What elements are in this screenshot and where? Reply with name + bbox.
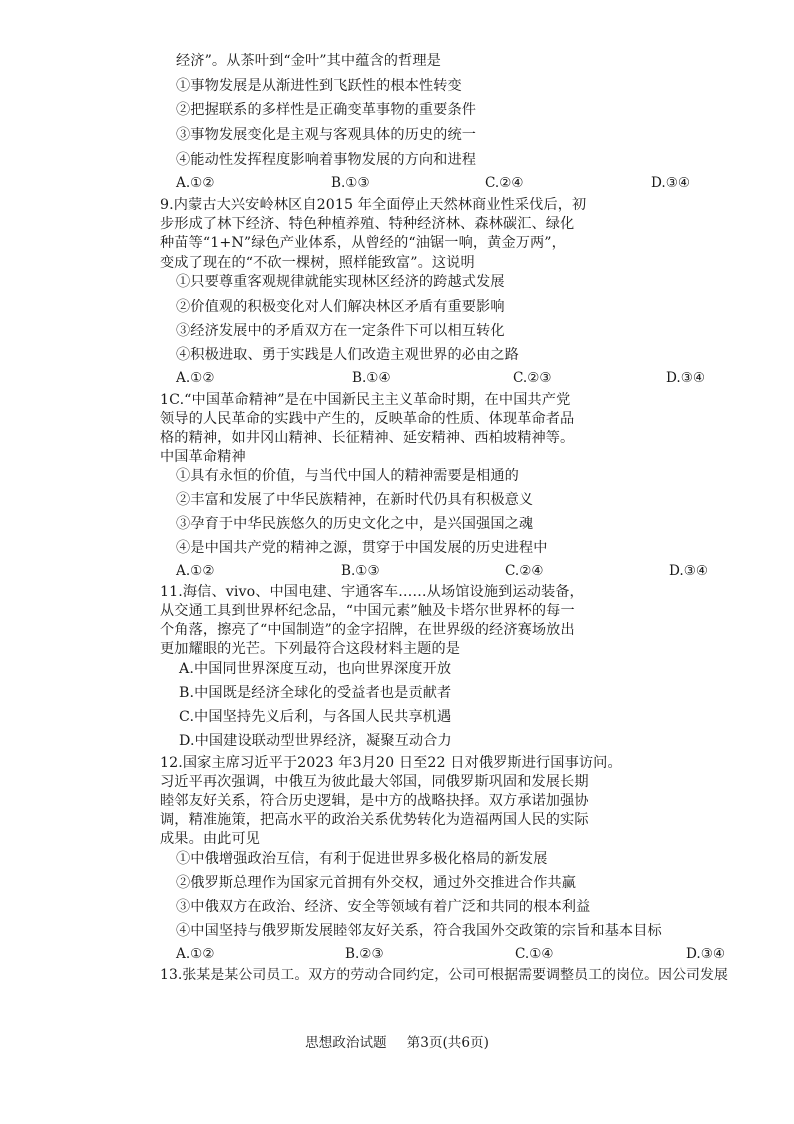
q10-option-1: ①具有永恒的价值，与当代中国人的精神需要是相通的 bbox=[176, 468, 519, 484]
q12-stem-line-4: 调，精准施策，把高水平的政治关系优势转化为造福两国人民的实际 bbox=[160, 812, 589, 828]
q10-answer-a: A.①② bbox=[176, 563, 215, 579]
q11-option-a: A.中国同世界深度互动，也向世界深度开放 bbox=[179, 661, 452, 677]
q11-stem-line-2: 从交通工具到世界杯纪念品，“中国元素”触及卡塔尔世界杯的每一 bbox=[160, 603, 575, 619]
q11-stem-line-3: 个角落，擦亮了“中国制造”的金字招牌，在世界级的经济赛场放出 bbox=[160, 622, 575, 638]
q12-option-2: ②俄罗斯总理作为国家元首拥有外交权，通过外交推进合作共赢 bbox=[176, 875, 577, 891]
footer-title: 思想政治试题 bbox=[305, 1035, 387, 1051]
q8-option-2: ②把握联系的多样性是正确变革事物的重要条件 bbox=[176, 102, 477, 118]
page-footer bbox=[0, 1034, 794, 1052]
q9-option-4: ④积极进取、勇于实践是人们改造主观世界的必由之路 bbox=[176, 347, 519, 363]
q9-option-1: ①只要尊重客观规律就能实现林区经济的跨越式发展 bbox=[176, 274, 505, 290]
q9-answer-a: A.①② bbox=[176, 370, 215, 386]
q8-stem-end: 经济”。从茶叶到“金叶”其中蕴含的哲理是 bbox=[176, 53, 441, 69]
q9-option-3: ③经济发展中的矛盾双方在一定条件下可以相互转化 bbox=[176, 323, 505, 339]
q11-option-c: C.中国坚持先义后利，与各国人民共享机遇 bbox=[179, 709, 452, 725]
q9-stem-line-2: 步形成了林下经济、特色种植养殖、特种经济林、森林碳汇、绿化 bbox=[160, 216, 575, 232]
q11-option-b: B.中国既是经济全球化的受益者也是贡献者 bbox=[179, 685, 452, 701]
q12-answer-a: A.①② bbox=[176, 946, 215, 962]
q12-answer-d: D.③④ bbox=[686, 946, 726, 962]
q10-answer-d: D.③④ bbox=[669, 563, 709, 579]
q10-answer-c: C.②④ bbox=[505, 563, 544, 579]
q8-answer-c: C.②④ bbox=[485, 175, 524, 191]
q8-option-1: ①事物发展是从渐进性到飞跃性的根本性转变 bbox=[176, 78, 462, 94]
q8-option-4: ④能动性发挥程度影响着事物发展的方向和进程 bbox=[176, 152, 477, 168]
q11-stem-line-1: 11.海信、vivo、中国电建、宇通客车……从场馆设施到运动装备， bbox=[160, 584, 584, 600]
q9-stem-line-4: 变成了现在的“不砍一棵树，照样能致富”。这说明 bbox=[160, 255, 475, 271]
q13-stem-start: 13.张某是某公司员工。双方的劳动合同约定，公司可根据需要调整员工的岗位。因公司发展 bbox=[160, 967, 729, 983]
q10-stem-line-1: 1C.“中国革命精神”是在中国新民主主义革命时期，在中国共产党 bbox=[160, 392, 571, 408]
footer-page-number: 第3页(共6页) bbox=[406, 1035, 489, 1051]
q9-stem-line-1: 9.内蒙古大兴安岭林区自2015 年全面停止天然林商业性采伐后，初 bbox=[160, 197, 587, 213]
q12-stem-line-2: 习近平再次强调，中俄互为彼此最大邻国，同俄罗斯巩固和发展长期 bbox=[160, 774, 589, 790]
q10-option-2: ②丰富和发展了中华民族精神，在新时代仍具有积极意义 bbox=[176, 492, 534, 508]
q10-option-4: ④是中国共产党的精神之源，贯穿于中国发展的历史进程中 bbox=[176, 540, 548, 556]
q8-answer-d: D.③④ bbox=[651, 175, 691, 191]
q9-answer-c: C.②③ bbox=[513, 370, 552, 386]
q9-stem-line-3: 种苗等“1+N”绿色产业体系，从曾经的“油锯一响，黄金万两”， bbox=[160, 235, 566, 251]
q10-stem-line-3: 格的精神，如井冈山精神、长征精神、延安精神、西柏坡精神等。 bbox=[160, 430, 575, 446]
q9-answer-d: D.③④ bbox=[666, 370, 706, 386]
q11-option-d: D.中国建设联动型世界经济，凝聚互动合力 bbox=[179, 733, 452, 749]
q12-stem-line-3: 睦邻友好关系，符合历史逻辑，是中方的战略抉择。双方承诺加强协 bbox=[160, 793, 589, 809]
q12-option-3: ③中俄双方在政治、经济、安全等领域有着广泛和共同的根本利益 bbox=[176, 899, 591, 915]
q11-stem-line-4: 更加耀眼的光芒。下列最符合这段材料主题的是 bbox=[160, 641, 461, 657]
q12-stem-line-5: 成果。由此可见 bbox=[160, 831, 261, 847]
q10-stem-line-2: 领导的人民革命的实践中产生的，反映革命的性质、体现革命者品 bbox=[160, 411, 575, 427]
q12-answer-c: C.①④ bbox=[515, 946, 554, 962]
q12-answer-b: B.②③ bbox=[345, 946, 384, 962]
q12-option-4: ④中国坚持与俄罗斯发展睦邻友好关系，符合我国外交政策的宗旨和基本目标 bbox=[176, 923, 662, 939]
q9-answer-b: B.①④ bbox=[352, 370, 391, 386]
q10-option-3: ③孕育于中华民族悠久的历史文化之中，是兴国强国之魂 bbox=[176, 516, 534, 532]
q12-stem-line-1: 12.国家主席习近平于2023 年3月20 日至22 日对俄罗斯进行国事访问。 bbox=[160, 755, 622, 771]
q8-answer-b: B.①③ bbox=[331, 175, 370, 191]
q12-option-1: ①中俄增强政治互信，有利于促进世界多极化格局的新发展 bbox=[176, 851, 548, 867]
q10-answer-b: B.①③ bbox=[341, 563, 380, 579]
q10-stem-line-4: 中国革命精神 bbox=[160, 449, 246, 465]
q8-answer-a: A.①② bbox=[176, 175, 215, 191]
q8-option-3: ③事物发展变化是主观与客观具体的历史的统一 bbox=[176, 127, 477, 143]
q9-option-2: ②价值观的积极变化对人们解决林区矛盾有重要影响 bbox=[176, 299, 505, 315]
